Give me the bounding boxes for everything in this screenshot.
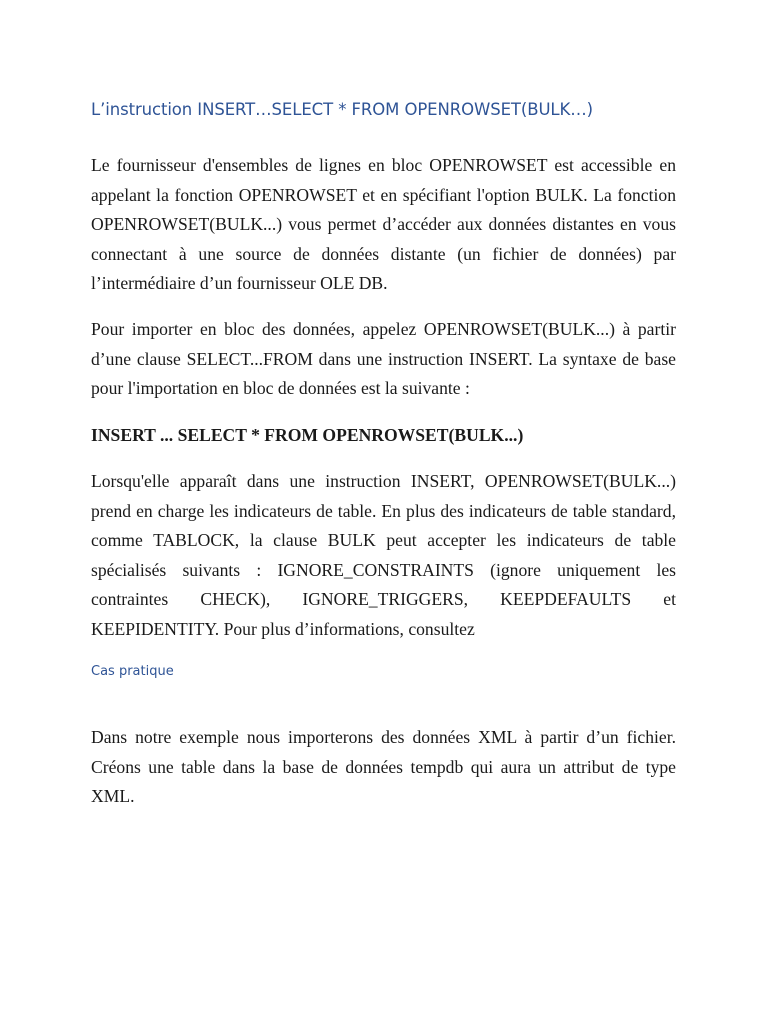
section-heading-cas-pratique: Cas pratique <box>91 664 174 679</box>
paragraph-example: Dans notre exemple nous importerons des données XML à partir d’un fichier. Créons une table dans la base de données tempdb qui aura un attribut de type XML. <box>91 727 676 807</box>
syntax-statement: INSERT ... SELECT * FROM OPENROWSET(BULK...) <box>91 425 524 445</box>
document-title: L’instruction INSERT…SELECT * FROM OPENROWSET(BULK…) <box>91 100 593 119</box>
paragraph-table-hints: Lorsqu'elle apparaît dans une instruction INSERT, OPENROWSET(BULK...) prend en charge les indicateurs de table. En plus des indicateurs de table standard, comme TABLOCK, la clause BULK peut accepter les indicateurs de table spécialisés suivants : IGNORE_CONSTRAINTS (ignore uniquement les contraintes CHECK), IGNORE_TRIGGERS, KEEPDEFAULTS et KEEPIDENTITY. Pour plus d’informations, consultez <box>91 471 676 639</box>
paragraph-import-syntax: Pour importer en bloc des données, appelez OPENROWSET(BULK...) à partir d’une clause SELECT...FROM dans une instruction INSERT. La syntaxe de base pour l'importation en bloc de données est la suivante : <box>91 319 676 399</box>
document-page <box>91 0 676 1024</box>
paragraph-openrowset-intro: Le fournisseur d'ensembles de lignes en bloc OPENROWSET est accessible en appelant la fonction OPENROWSET et en spécifiant l'option BULK. La fonction OPENROWSET(BULK...) vous permet d’accéder aux données distantes en vous connectant à une source de données distante (un fichier de données) par l’intermédiaire d’un fournisseur OLE DB. <box>91 155 676 294</box>
